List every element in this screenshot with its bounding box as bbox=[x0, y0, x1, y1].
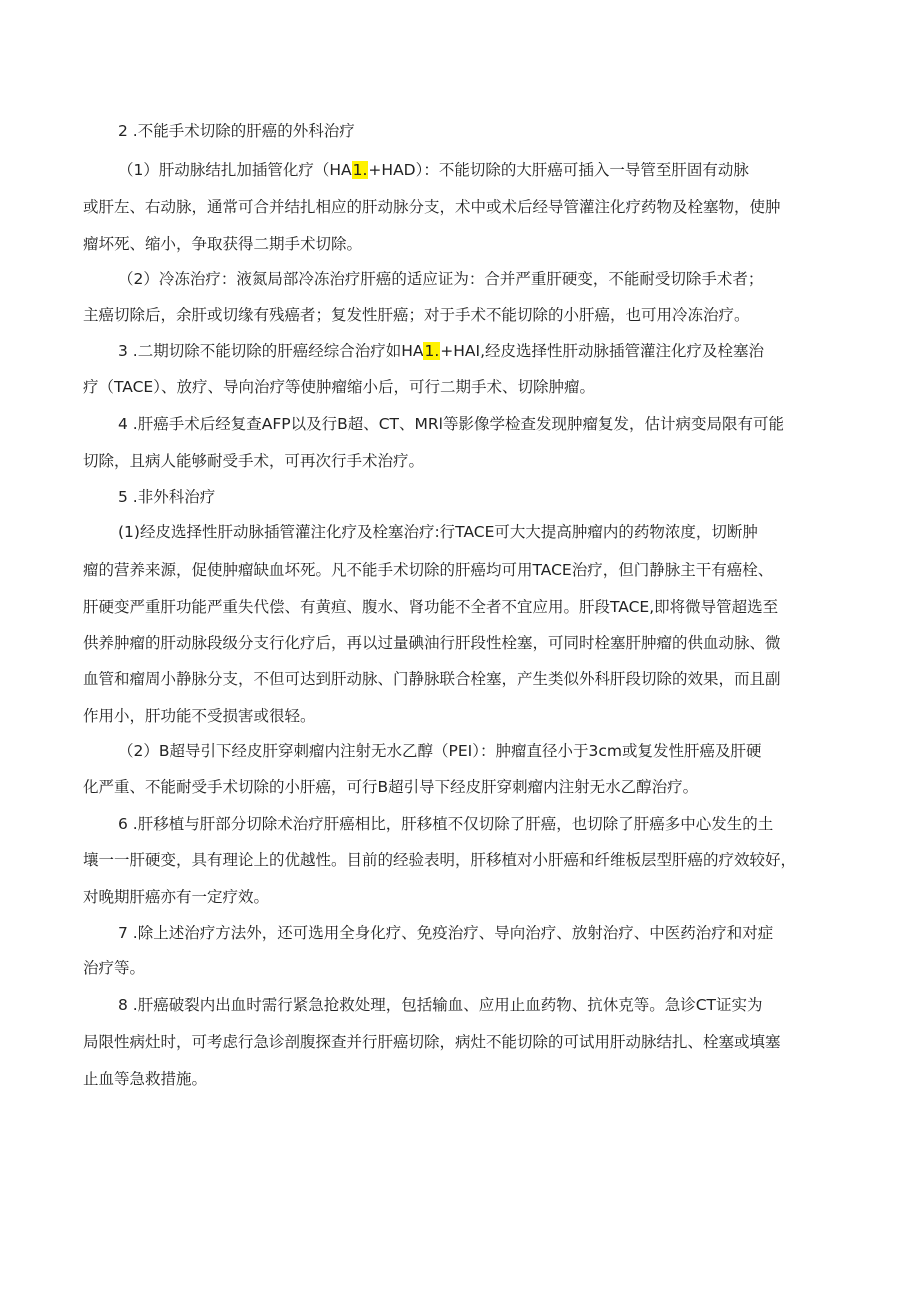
paragraph-line bbox=[83, 559, 773, 581]
paragraph-line bbox=[83, 1031, 781, 1053]
text-run: （1）肝动脉结扎加插管化疗（HA bbox=[118, 161, 352, 179]
text-line: 化严重、不能耐受手术切除的小肝癌，可行B超引导下经皮肝穿刺瘤内注射无水乙醇治疗。 bbox=[83, 778, 699, 796]
paragraph-line bbox=[118, 413, 784, 435]
text-line: 壤一一肝硬变，具有理论上的优越性。目前的经验表明，肝移植对小肝癌和纤维板层型肝癌的疗效较好， bbox=[83, 851, 797, 869]
text-line: 瘤坏死、缩小，争取获得二期手术切除。 bbox=[83, 235, 363, 253]
paragraph-line bbox=[83, 376, 595, 398]
text-line: （2）B超导引下经皮肝穿刺瘤内注射无水乙醇（PEI）：肿瘤直径小于3cm或复发性肝癌及肝硬 bbox=[118, 742, 762, 760]
text-line: 或肝左、右动脉，通常可合并结扎相应的肝动脉分支，术中或术后经导管灌注化疗药物及栓塞物，使肿 bbox=[83, 198, 781, 216]
text-line: 局限性病灶时，可考虑行急诊剖腹探查并行肝癌切除，病灶不能切除的可试用肝动脉结扎、栓塞或填塞 bbox=[83, 1033, 781, 1051]
paragraph-line bbox=[83, 886, 269, 908]
paragraph-line bbox=[118, 740, 761, 762]
paragraph-line bbox=[118, 813, 773, 835]
paragraph-line bbox=[118, 159, 749, 181]
text-line: 7 .除上述治疗方法外，还可选用全身化疗、免疫治疗、导向治疗、放射治疗、中医药治疗和对症 bbox=[118, 924, 774, 942]
text-line: 6 .肝移植与肝部分切除术治疗肝癌相比，肝移植不仅切除了肝癌，也切除了肝癌多中心发生的土 bbox=[118, 815, 774, 833]
paragraph-line bbox=[83, 450, 424, 472]
paragraph-line bbox=[83, 1068, 207, 1090]
text-line: 肝硬变严重肝功能严重失代偿、有黄疸、腹水、肾功能不全者不宜应用。肝段TACE,即将微导管超选至 bbox=[83, 598, 779, 616]
text-line: （2）冷冻治疗：液氮局部冷冻治疗肝癌的适应证为：合并严重肝硬变，不能耐受切除手术者； bbox=[118, 270, 764, 288]
section-heading-2 bbox=[118, 120, 355, 142]
paragraph-line bbox=[83, 304, 750, 326]
paragraph-line bbox=[83, 668, 781, 690]
paragraph-line bbox=[83, 233, 362, 255]
text-run: +HAI,经皮选择性肝动脉插管灌注化疗及栓塞治 bbox=[440, 342, 765, 360]
text-line: 主癌切除后，余肝或切缘有残癌者；复发性肝癌；对于手术不能切除的小肝癌，也可用冷冻治疗。 bbox=[83, 306, 750, 324]
text-line: 8 .肝癌破裂内出血时需行紧急抢救处理，包括输血、应用止血药物、抗休克等。急诊CT证实为 bbox=[118, 996, 763, 1014]
paragraph-line bbox=[118, 994, 763, 1016]
paragraph-line bbox=[83, 957, 145, 979]
text-line: 切除，且病人能够耐受手术，可再次行手术治疗。 bbox=[83, 452, 425, 470]
paragraph-line bbox=[83, 196, 781, 218]
text-line: 5 .非外科治疗 bbox=[118, 488, 216, 506]
text-run: +HAD）：不能切除的大肝癌可插入一导管至肝固有动脉 bbox=[368, 161, 749, 179]
paragraph-line bbox=[83, 776, 698, 798]
highlighted-text: 1. bbox=[352, 161, 368, 179]
paragraph-line bbox=[83, 705, 316, 727]
paragraph-line bbox=[83, 596, 778, 618]
paragraph-line bbox=[118, 340, 764, 362]
text-run: 3 .二期切除不能切除的肝癌经综合治疗如HA bbox=[118, 342, 424, 360]
text-line: (1)经皮选择性肝动脉插管灌注化疗及栓塞治疗:行TACE可大大提高肿瘤内的药物浓度，切断肿 bbox=[118, 523, 758, 541]
text-line: 疗（TACE）、放疗、导向治疗等使肿瘤缩小后，可行二期手术、切除肿瘤。 bbox=[83, 378, 595, 396]
text-line: 治疗等。 bbox=[83, 959, 146, 977]
highlighted-text: 1. bbox=[424, 342, 440, 360]
text-line: 血管和瘤周小静脉分支，不但可达到肝动脉、门静脉联合栓塞，产生类似外科肝段切除的效果，而且副 bbox=[83, 670, 781, 688]
text-line: 对晚期肝癌亦有一定疗效。 bbox=[83, 888, 270, 906]
paragraph-line bbox=[83, 632, 781, 654]
text-line: 2 .不能手术切除的肝癌的外科治疗 bbox=[118, 122, 355, 140]
paragraph-line bbox=[118, 521, 758, 543]
text-line: 4 .肝癌手术后经复查AFP以及行B超、CT、MRl等影像学检查发现肿瘤复发，估计病变局限有可能 bbox=[118, 415, 784, 433]
paragraph-line bbox=[118, 922, 773, 944]
text-line: 供养肿瘤的肝动脉段级分支行化疗后，再以过量碘油行肝段性栓塞，可同时栓塞肝肿瘤的供血动脉、微 bbox=[83, 634, 781, 652]
section-heading-5 bbox=[118, 486, 215, 508]
text-line: 止血等急救措施。 bbox=[83, 1070, 208, 1088]
paragraph-line bbox=[118, 268, 763, 290]
paragraph-line bbox=[83, 849, 796, 871]
text-line: 作用小，肝功能不受损害或很轻。 bbox=[83, 707, 316, 725]
text-line: 瘤的营养来源，促使肿瘤缺血坏死。凡不能手术切除的肝癌均可用TACE治疗，但门静脉主干有癌栓、 bbox=[83, 561, 774, 579]
